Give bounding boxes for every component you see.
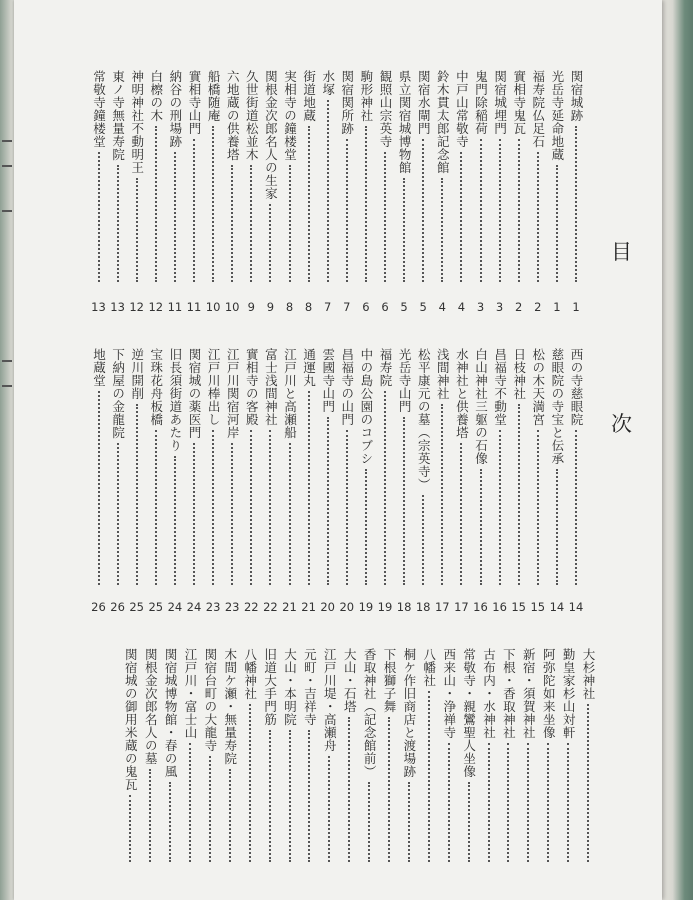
toc-entry-title: 鈴木貫太郎記念館 — [435, 70, 451, 174]
toc-page-number: 10 — [205, 300, 221, 314]
toc-dot-leader — [328, 756, 330, 862]
toc-dot-leader — [98, 391, 100, 585]
toc-entry-title: 光岳寺延命地蔵 — [549, 70, 565, 161]
toc-entry-title: 関宿城博物館・春の風 — [163, 648, 179, 778]
toc-entry-title: 雲國寺山門 — [320, 348, 336, 413]
toc-page-number: 6 — [381, 300, 389, 314]
toc-entry-title: 関宿台町の大龍寺 — [202, 648, 218, 752]
toc-dot-leader — [499, 430, 501, 585]
toc-entry-title: 實相寺の客殿 — [244, 348, 260, 426]
toc-dot-leader — [460, 152, 462, 282]
toc-page-number: 23 — [205, 600, 221, 614]
toc-entry-title: 昌福寺不動堂 — [492, 348, 508, 426]
toc-entry-title: 通運丸 — [301, 348, 317, 387]
toc-page-number: 8 — [304, 300, 313, 314]
toc-dot-leader — [289, 443, 291, 585]
toc-entry — [147, 348, 165, 426]
toc-dot-leader — [441, 404, 443, 585]
toc-entry — [300, 348, 318, 387]
toc-entry — [395, 70, 413, 174]
toc-entry-title: 白檫の木 — [148, 70, 164, 122]
toc-entry — [319, 70, 337, 96]
toc-page-number: 20 — [339, 600, 355, 614]
toc-page-number: 9 — [247, 300, 255, 314]
toc-page-number: 24 — [167, 600, 183, 614]
toc-dot-leader — [527, 743, 529, 862]
toc-entry — [261, 70, 279, 200]
toc-page-number: 13 — [110, 300, 125, 314]
toc-entry — [510, 348, 528, 400]
toc-entry — [141, 648, 159, 765]
toc-page-number: 12 — [148, 300, 164, 314]
toc-dot-leader — [365, 126, 367, 282]
toc-entry-title: 関根金次郎名人の生家 — [263, 70, 279, 200]
toc-dot-leader — [174, 456, 176, 585]
toc-entry — [414, 348, 432, 491]
toc-dot-leader — [117, 443, 119, 585]
toc-entry-title: 八幡神社 — [242, 648, 258, 700]
toc-entry — [281, 70, 299, 161]
toc-entry — [499, 648, 517, 739]
toc-dot-leader — [537, 430, 539, 585]
toc-entry-title: 水神社と供養塔 — [454, 348, 470, 439]
toc-entry — [360, 648, 378, 778]
toc-entry-title: 實相寺山門 — [187, 70, 202, 135]
toc-heading-char-1: 目 — [611, 240, 632, 264]
toc-entry — [201, 648, 219, 752]
toc-dot-leader — [348, 717, 350, 862]
toc-page-number: 1 — [553, 300, 561, 314]
toc-entry — [242, 348, 260, 426]
toc-entry-title: 江戸川棒出し — [206, 348, 222, 426]
toc-entry — [109, 70, 127, 161]
toc-entry-title: 白山神社三躯の石像 — [473, 348, 489, 465]
toc-dot-leader — [428, 691, 430, 862]
toc-entry-title: 宝珠花舟板橋 — [148, 348, 164, 426]
toc-entry — [539, 648, 557, 739]
toc-entry-title: 神明神社不動明王 — [129, 70, 145, 174]
toc-entry — [166, 70, 184, 148]
toc-entry — [567, 348, 585, 426]
toc-entry — [357, 348, 375, 465]
toc-entry-title: 中の島公園のコブシ — [358, 348, 374, 465]
toc-entry — [204, 70, 222, 122]
toc-entry-title: 松平康元の墓（宗英寺） — [416, 348, 432, 491]
toc-entry-title: 旧道大手門筋 — [262, 648, 278, 726]
toc-entry-title: 福寿院 — [378, 348, 393, 387]
toc-entry-title: 県立関宿城博物館 — [397, 70, 413, 174]
toc-entry — [357, 70, 375, 122]
toc-heading-char-2: 次 — [611, 412, 632, 436]
toc-dot-leader — [518, 404, 520, 585]
toc-dot-leader — [169, 782, 171, 862]
toc-page-number: 12 — [129, 300, 144, 314]
toc-entry-title: 江戸川・富士山 — [183, 648, 198, 739]
toc-dot-leader — [289, 165, 291, 282]
toc-page-number: 9 — [266, 300, 275, 314]
toc-entry — [376, 348, 394, 387]
toc-entry-title: 東ノ寺無量寿院 — [110, 70, 126, 161]
toc-dot-leader — [346, 430, 348, 585]
toc-entry — [491, 70, 509, 135]
toc-dot-leader — [155, 126, 157, 282]
toc-entry-title: 下根獅子舞 — [382, 648, 397, 713]
background-book-right — [659, 0, 693, 900]
toc-page-number: 5 — [419, 300, 427, 314]
toc-dot-leader — [308, 730, 310, 862]
toc-dot-leader — [289, 730, 291, 862]
toc-entry — [281, 348, 299, 439]
toc-page-number: 7 — [343, 300, 351, 314]
toc-entry-title: 六地蔵の供養塔 — [225, 70, 241, 161]
toc-dot-leader — [403, 178, 405, 282]
toc-entry — [472, 70, 490, 135]
toc-page-number: 8 — [285, 300, 294, 314]
toc-entry-title: 関宿城の御用米蔵の鬼瓦 — [123, 648, 139, 791]
toc-entry — [128, 70, 146, 174]
toc-entry-title: 大山・本明院 — [282, 648, 298, 726]
toc-entry — [319, 348, 337, 413]
toc-entry-title: 大杉神社 — [581, 648, 596, 700]
toc-entry — [90, 70, 108, 148]
toc-entry-title: 鬼門除稲荷 — [473, 70, 489, 135]
toc-entry — [261, 648, 279, 726]
toc-page-number: 22 — [243, 600, 259, 614]
toc-dot-leader — [422, 139, 424, 282]
toc-dot-leader — [441, 178, 443, 282]
toc-entry-title: 新宿・須賀神社 — [521, 648, 537, 739]
toc-dot-leader — [468, 782, 470, 862]
toc-dot-leader — [488, 743, 490, 862]
toc-entry — [519, 648, 537, 739]
toc-entry — [567, 70, 585, 122]
toc-entry — [223, 348, 241, 439]
toc-entry — [420, 648, 438, 687]
toc-page-number: 3 — [495, 300, 504, 314]
toc-page-number: 4 — [438, 300, 446, 314]
toc-entry — [460, 648, 478, 778]
toc-dot-leader — [480, 469, 482, 585]
toc-entry-title: 江戸川と高瀬船 — [282, 348, 298, 439]
toc-entry-title: 光岳寺山門 — [397, 348, 413, 413]
toc-entry-title: 香取神社（記念館前） — [362, 648, 378, 778]
toc-dot-leader — [327, 100, 329, 282]
toc-dot-leader — [229, 769, 231, 862]
toc-dot-leader — [193, 139, 195, 282]
toc-dot-leader — [408, 782, 410, 862]
toc-dot-leader — [507, 743, 509, 862]
toc-entry — [579, 648, 597, 700]
toc-dot-leader — [567, 743, 569, 862]
toc-entry-title: 旧長須街道あたり — [167, 348, 183, 452]
toc-entry — [147, 70, 165, 122]
toc-dot-leader — [149, 769, 151, 862]
toc-dot-leader — [209, 756, 211, 862]
toc-page-number: 10 — [224, 300, 240, 314]
toc-dot-leader — [422, 495, 424, 585]
toc-page-number: 6 — [362, 300, 370, 314]
toc-entry-title: 江戸川堤・高瀬舟 — [322, 648, 338, 752]
toc-page-number: 20 — [320, 600, 335, 614]
toc-dot-leader — [365, 469, 367, 585]
toc-dot-leader — [249, 704, 251, 862]
toc-entry — [529, 70, 547, 148]
toc-entry — [128, 348, 146, 400]
toc-entry-title: 元町・吉祥寺 — [302, 648, 318, 726]
toc-dot-leader — [231, 443, 233, 585]
toc-page-number: 21 — [282, 600, 297, 614]
toc-entry — [548, 348, 566, 465]
toc-entry-title: 富士浅間神社 — [263, 348, 279, 426]
toc-entry-title: 中戸山常敬寺 — [454, 70, 470, 148]
toc-entry — [338, 348, 356, 426]
toc-entry-title: 慈眼院の寺宝と伝承 — [549, 348, 565, 465]
toc-entry-title: 関宿城の薬医門 — [187, 348, 202, 439]
toc-entry-title: 常敬寺・親鸞聖人坐像 — [461, 648, 477, 778]
toc-entry-title: 街道地蔵 — [301, 70, 317, 122]
toc-page-number: 25 — [129, 600, 144, 614]
toc-entry-title: 関宿城埋門 — [492, 70, 508, 135]
toc-page-number: 1 — [572, 300, 580, 314]
toc-entry-title: 関宿城跡 — [569, 70, 584, 122]
toc-entry-title: 實相寺鬼瓦 — [511, 70, 527, 135]
toc-entry-title: 常敬寺鐘楼堂 — [91, 70, 107, 148]
toc-entry-title: 江戸川関宿河岸 — [225, 348, 241, 439]
toc-entry — [548, 70, 566, 161]
toc-page-number: 3 — [476, 300, 485, 314]
toc-page-number: 5 — [400, 300, 408, 314]
toc-page-number: 14 — [568, 600, 584, 614]
toc-page-number: 26 — [110, 600, 125, 614]
toc-dot-leader — [174, 152, 176, 282]
toc-dot-leader — [250, 430, 252, 585]
toc-entry — [400, 648, 418, 778]
toc-dot-leader — [136, 178, 138, 282]
toc-entry — [300, 70, 318, 122]
toc-entry — [510, 70, 528, 135]
toc-entry-title: 久世街道松並木 — [244, 70, 260, 161]
toc-dot-leader — [556, 469, 558, 585]
toc-page-number: 17 — [454, 600, 469, 614]
toc-entry — [472, 348, 490, 465]
toc-entry — [340, 648, 358, 713]
toc-entry-title: 日枝神社 — [511, 348, 527, 400]
toc-page-number: 14 — [549, 600, 565, 614]
toc-entry — [380, 648, 398, 713]
toc-entry — [300, 648, 318, 726]
toc-page-number: 16 — [492, 600, 507, 614]
toc-dot-leader — [403, 417, 405, 585]
toc-dot-leader — [250, 165, 252, 282]
toc-entry — [338, 70, 356, 135]
toc-page-number: 18 — [396, 600, 412, 614]
toc-entry — [320, 648, 338, 752]
toc-entry-title: 関根金次郎名人の墓 — [143, 648, 159, 765]
toc-dot-leader — [384, 391, 386, 585]
toc-entry-title: 八幡社 — [421, 648, 437, 687]
toc-entry-title: 西来山・浄禅寺 — [441, 648, 457, 739]
toc-dot-leader — [518, 139, 520, 282]
toc-entry — [395, 348, 413, 413]
toc-page-number: 4 — [457, 300, 466, 314]
toc-dot-leader — [537, 152, 539, 282]
toc-entry — [109, 348, 127, 439]
toc-entry — [204, 348, 222, 426]
toc-entry-title: 実相寺の鐘楼堂 — [282, 70, 298, 161]
toc-entry-title: 関宿関所跡 — [339, 70, 355, 135]
toc-entry — [440, 648, 458, 739]
toc-dot-leader — [575, 126, 577, 282]
toc-dot-leader — [269, 730, 271, 862]
toc-page-number: 13 — [91, 300, 106, 314]
toc-dot-leader — [129, 795, 131, 862]
toc-entry-title: 昌福寺の山門 — [339, 348, 355, 426]
toc-dot-leader — [117, 165, 119, 282]
toc-entry — [121, 648, 139, 791]
toc-page-number: 18 — [415, 600, 431, 614]
toc-entry-title: 納谷の刑場跡 — [167, 70, 183, 148]
toc-entry — [281, 648, 299, 726]
toc-entry — [242, 70, 260, 161]
toc-entry-title: 木間ケ瀬・無量寿院 — [222, 648, 238, 765]
toc-page-number: 2 — [515, 300, 523, 314]
toc-entry — [90, 348, 108, 387]
toc-entry — [376, 70, 394, 148]
toc-entry — [181, 648, 199, 739]
toc-entry — [414, 70, 432, 135]
toc-dot-leader — [587, 704, 589, 862]
table-of-contents-page — [14, 0, 662, 900]
toc-dot-leader — [547, 743, 549, 862]
toc-entry-title: 関宿水閘門 — [416, 70, 432, 135]
toc-entry-title: 水塚 — [320, 70, 336, 96]
toc-dot-leader — [136, 404, 138, 585]
toc-entry — [166, 348, 184, 452]
toc-entry — [223, 70, 241, 161]
toc-entry — [261, 348, 279, 426]
toc-entry — [433, 70, 451, 174]
toc-page-number: 24 — [186, 600, 202, 614]
toc-entry-title: 西の寺慈眼院 — [569, 348, 584, 426]
toc-dot-leader — [384, 152, 386, 282]
toc-dot-leader — [448, 743, 450, 862]
toc-entry — [241, 648, 259, 700]
toc-entry-title: 観照山宗英寺 — [378, 70, 393, 148]
toc-entry — [185, 70, 203, 135]
toc-entry-title: 浅間神社 — [435, 348, 451, 400]
toc-entry — [529, 348, 547, 426]
toc-entry — [452, 70, 470, 148]
toc-entry — [161, 648, 179, 778]
toc-entry — [221, 648, 239, 765]
toc-dot-leader — [98, 152, 100, 282]
toc-entry-title: 阿弥陀如来坐像 — [541, 648, 557, 739]
toc-page-number: 21 — [301, 600, 316, 614]
toc-page-number: 25 — [148, 600, 164, 614]
toc-page-number: 15 — [511, 600, 526, 614]
toc-entry — [480, 648, 498, 739]
toc-dot-leader — [480, 139, 482, 282]
toc-entry-title: 下根・香取神社 — [501, 648, 517, 739]
toc-dot-leader — [155, 430, 157, 585]
toc-dot-leader — [308, 126, 310, 282]
toc-entry-title: 古布内・水神社 — [481, 648, 497, 739]
toc-page-number: 15 — [530, 600, 546, 614]
toc-page-number: 16 — [473, 600, 488, 614]
toc-entry — [491, 348, 509, 426]
toc-entry-title: 勤皇家杉山対軒 — [561, 648, 577, 739]
toc-entry-title: 下納屋の金龍院 — [110, 348, 126, 439]
toc-dot-leader — [269, 430, 271, 585]
toc-dot-leader — [388, 717, 390, 862]
toc-dot-leader — [269, 204, 271, 282]
toc-page-number: 2 — [534, 300, 542, 314]
toc-page-number: 19 — [377, 600, 393, 614]
toc-dot-leader — [189, 743, 191, 862]
toc-dot-leader — [346, 139, 348, 282]
toc-entry-title: 大山・石塔 — [342, 648, 358, 713]
toc-dot-leader — [575, 430, 577, 585]
toc-dot-leader — [499, 139, 501, 282]
toc-entry-title: 桐ケ作旧商店と渡場跡 — [401, 648, 417, 778]
toc-dot-leader — [327, 417, 329, 585]
toc-entry-title: 福寿院仏足石 — [530, 70, 546, 148]
toc-page-number: 19 — [358, 600, 374, 614]
toc-page-number: 17 — [434, 600, 450, 614]
toc-entry-title: 地蔵堂 — [91, 348, 107, 387]
toc-entry — [452, 348, 470, 439]
toc-page-number: 22 — [263, 600, 278, 614]
toc-dot-leader — [368, 782, 370, 862]
toc-dot-leader — [212, 430, 214, 585]
toc-dot-leader — [231, 165, 233, 282]
toc-entry-title: 船橋随庵 — [206, 70, 222, 122]
toc-page-number: 26 — [91, 600, 106, 614]
toc-dot-leader — [308, 391, 310, 585]
toc-entry-title: 松の木天満宮 — [530, 348, 546, 426]
toc-page-number: 11 — [167, 300, 183, 314]
toc-entry-title: 駒形神社 — [358, 70, 374, 122]
toc-entry-title: 逆川開削 — [129, 348, 145, 400]
toc-dot-leader — [556, 165, 558, 282]
toc-page-number: 7 — [324, 300, 332, 314]
toc-entry — [559, 648, 577, 739]
toc-entry — [185, 348, 203, 439]
toc-page-number: 23 — [224, 600, 240, 614]
toc-dot-leader — [460, 443, 462, 585]
toc-page-number: 11 — [186, 300, 202, 314]
toc-dot-leader — [212, 126, 214, 282]
toc-dot-leader — [193, 443, 195, 585]
toc-entry — [433, 348, 451, 400]
